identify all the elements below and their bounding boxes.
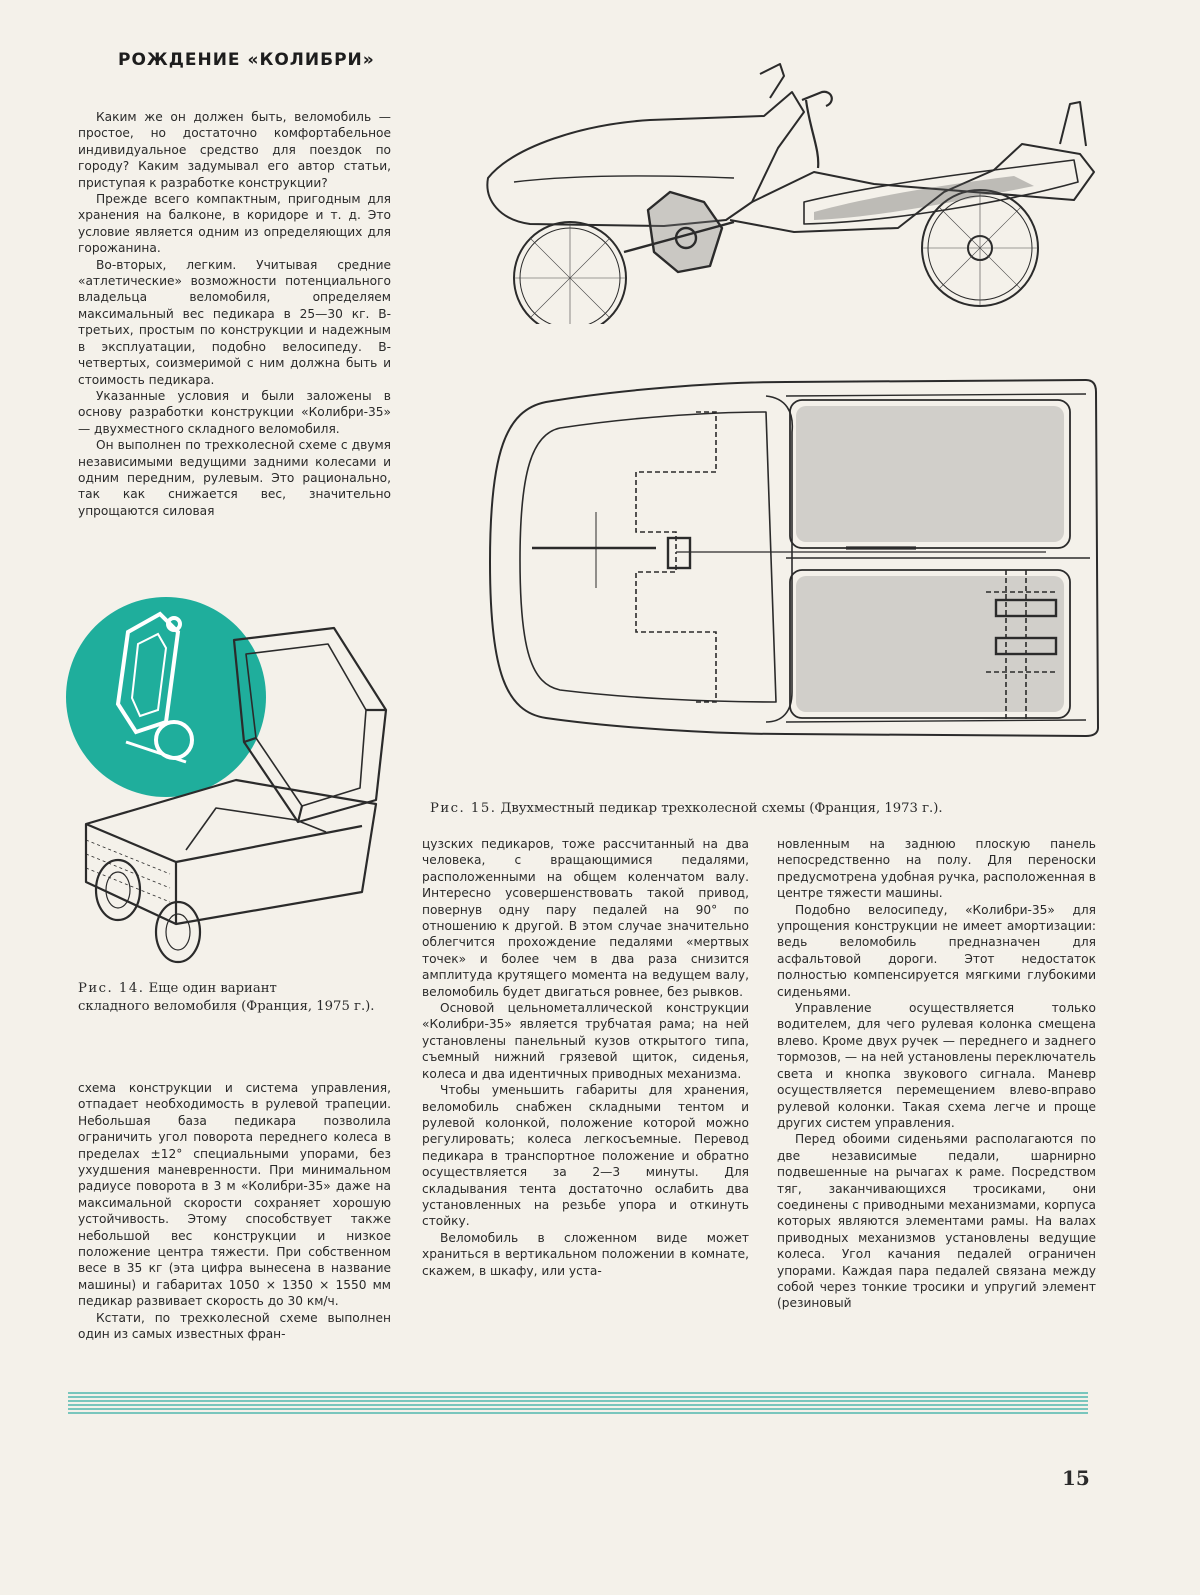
paragraph: Управление осуществляется только водителем, для чего рулевая колонка смещена влево. Кроме двух ручек — переднего и заднего тормозов, — на ней установлены переключатель света и кнопка звукового сигнала. Маневр осуществляется перемещением влево-вправо рулевой колонки. Такая схема легче и проще других систем управления. bbox=[777, 1001, 1096, 1130]
column-1-top bbox=[78, 109, 391, 519]
steering-column bbox=[802, 92, 832, 168]
drive-mechanism bbox=[624, 192, 734, 272]
body-shell bbox=[487, 92, 804, 226]
figure-14-caption bbox=[78, 980, 408, 1016]
paragraph: цузских педикаров, тоже рассчитанный на два человека, с вращающимися педалями, расположенными на общем коленчатом валу. Интересно усовершенствовать такой привод, повернув одну пару педалей на 90° по отношению к другой. В этом случае значительно облегчится прохождение педалями «мертвых точек» и более чем в два раза снизится амплитуда крутящего момента на ведущем валу, веломобиль будет двигаться ровнее, без рывков. bbox=[422, 837, 749, 999]
frame bbox=[730, 144, 1094, 232]
figure-14-text-line1: Еще один вариант bbox=[148, 981, 277, 996]
article-title: РОЖДЕНИЕ «КОЛИБРИ» bbox=[118, 50, 375, 70]
paragraph: Основой цельнометаллической конструкции «Колибри-35» является трубчатая рама; на ней установлены панельный кузов открытого типа, съемный нижний грязевой щиток, сиденья, колеса и два идентичных приводных механизма. bbox=[422, 1001, 749, 1081]
paragraph: Кстати, по трехколесной схеме выполнен один из самых известных фран- bbox=[78, 1310, 391, 1342]
figure-14-label: Рис. 14. bbox=[78, 981, 145, 996]
paragraph: Прежде всего компактным, пригодным для хранения на балконе, в коридоре и т. д. Это условие является одним из определяющих для горожанина. bbox=[78, 192, 391, 256]
paragraph: Подобно велосипеду, «Колибри-35» для упрощения конструкции не имеет амортизации: ведь веломобиль предназначен для асфальтовой дороги. Этот недостаток полностью компенсируется мягкими глубокими сиденьями. bbox=[777, 902, 1096, 999]
paragraph: Каким же он должен быть, веломобиль — простое, но достаточно комфортабельное индивидуальное средство для поездок по городу? Каким задумывал его автор статьи, приступая к разработке конструкции? bbox=[78, 110, 391, 190]
figure-15-top-view bbox=[486, 372, 1106, 782]
column-3 bbox=[777, 836, 1096, 1312]
figure-15-caption bbox=[430, 800, 1070, 818]
figure-15-text: Двухместный педикар трехколесной схемы (Франция, 1973 г.). bbox=[500, 801, 943, 816]
paragraph: новленным на заднюю плоскую панель непосредственно на полу. Для переноски предусмотрена удобная ручка, расположенная в центре тяжести машины. bbox=[777, 837, 1096, 901]
paragraph: Он выполнен по трехколесной схеме с двумя независимыми ведущими задними колесами и одним передним, рулевым. Это рационально, так как снижается вес, значительно упрощаются силовая bbox=[78, 438, 391, 518]
decorative-teal-bands bbox=[68, 1392, 1088, 1422]
paragraph: Указанные условия и были заложены в основу разработки конструкции «Колибри-35» — двухместного складного веломобиля. bbox=[78, 388, 391, 436]
paragraph: Веломобиль в сложенном виде может храниться в вертикальном положении в комнате, скажем, в шкафу, или уста- bbox=[422, 1230, 749, 1278]
paragraph: Во-вторых, легким. Учитывая средние «атлетические» возможности потенциального владельца веломобиля, определяем максимальный вес педикара в 25—30 кг. В-третьих, простым по конструкции и надежным в эксплуатации, подобно велосипеду. В-четвертых, соизмеримой с ним должна быть и стоимость педикара. bbox=[78, 257, 391, 387]
windscreen bbox=[760, 64, 784, 98]
figure-14-folding-pedicar bbox=[66, 592, 406, 972]
figure-15-label: Рис. 15. bbox=[430, 801, 497, 816]
seat-texture bbox=[796, 406, 1064, 712]
figure-15-side-view bbox=[474, 52, 1114, 324]
paragraph: Перед обоими сиденьями располагаются по две независимые педали, шарнирно подвешенные на рычагах к раме. Посредством тяг, заканчивающихся тросиками, они соединены с приводными механизмами, корпуса которых являются элементами рамы. На валах приводных механизмов установлены ведущие колеса. Угол качания педалей ограничен упорами. Каждая пара педалей связана между собой через тонкие тросики и упругий элемент (резиновый bbox=[777, 1132, 1096, 1311]
column-1-bottom bbox=[78, 1080, 391, 1343]
paragraph: Чтобы уменьшить габариты для хранения, веломобиль снабжен складными тентом и рулевой колонкой, положение которой можно регулировать; колеса легкосъемные. Перевод педикара в транспортное положение и обратно осуществляется за 2—3 минуты. Для складывания тента достаточно ослабить два установленных на резьбе упора и откинуть стойку. bbox=[422, 1083, 749, 1229]
figure-14-text-line2: складного веломобиля (Франция, 1975 г.). bbox=[78, 999, 375, 1014]
page-number: 15 bbox=[1062, 1466, 1090, 1490]
column-2 bbox=[422, 836, 749, 1279]
paragraph: схема конструкции и система управления, отпадает необходимость в рулевой трапеции. Небольшая база педикара позволила ограничить угол поворота переднего колеса в пределах ±12° специальными упорами, без ухудшения маневренности. При минимальном радиусе поворота в 3 м «Колибри-35» даже на максимальной скорости сохраняет хорошую устойчивость. Этому способствует также небольшой вес конструкции и низкое положение центра тяжести. При собственном весе в 35 кг (эта цифра вынесена в название машины) и габаритах 1050 × 1350 × 1550 мм педикар развивает скорость до 30 км/ч. bbox=[78, 1081, 391, 1309]
seat-back bbox=[1060, 102, 1086, 146]
teal-circle-inset bbox=[66, 597, 266, 797]
